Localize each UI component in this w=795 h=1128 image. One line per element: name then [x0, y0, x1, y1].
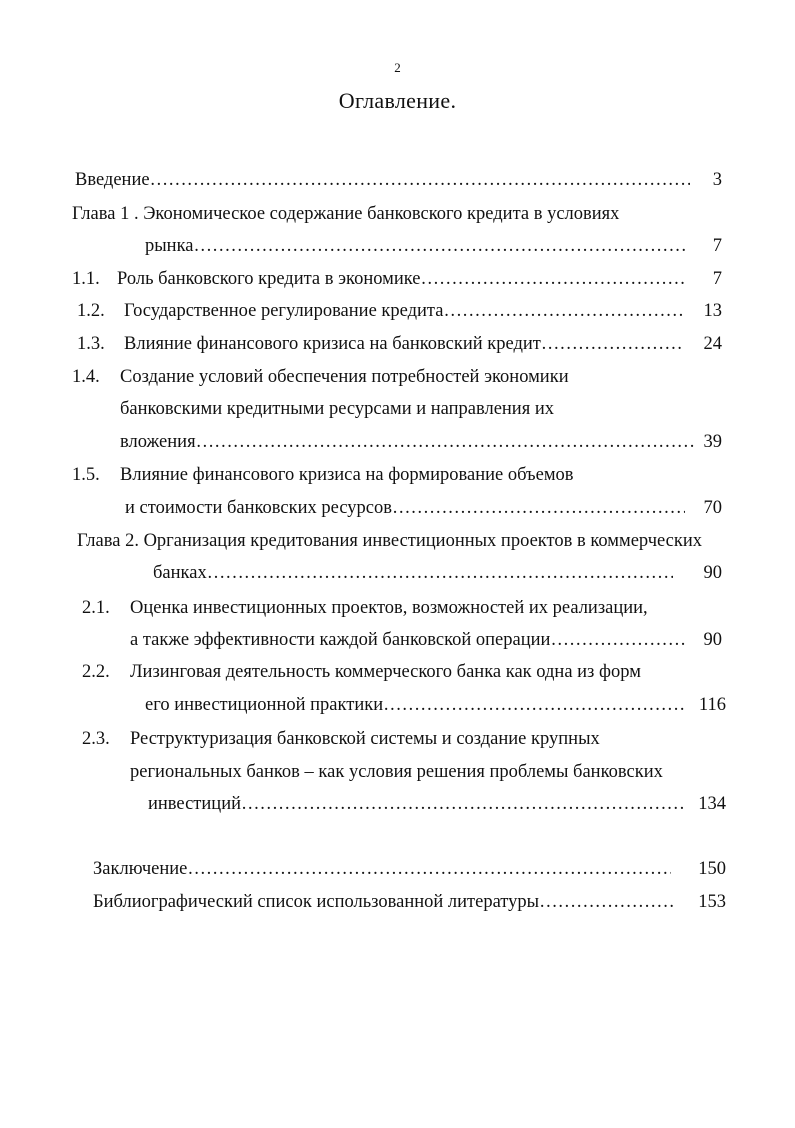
toc-leader	[125, 497, 685, 519]
toc-page-number: 134	[698, 794, 726, 814]
toc-chapter-2-heading: Глава 2. Организация кредитования инвестиционных проектов в коммерческих	[77, 531, 703, 551]
toc-entry-text: рынка	[145, 236, 194, 256]
toc-section-number: 2.3.	[82, 729, 110, 749]
toc-page-number: 39	[703, 432, 722, 452]
toc-entry-2-3[interactable]	[148, 793, 726, 815]
toc-entry-text: вложения	[120, 432, 196, 452]
toc-page-number: 90	[703, 563, 722, 583]
toc-page-number: 13	[703, 301, 722, 321]
toc-entry-text: а также эффективности каждой банковской операции	[130, 630, 551, 650]
toc-section-number: 1.2.	[77, 301, 105, 321]
page-title: Оглавление.	[338, 88, 457, 113]
toc-entry-text: банках	[153, 563, 207, 583]
toc-entry-text: инвестиций	[148, 794, 241, 814]
page-number: 2	[394, 60, 401, 75]
toc-entry-bibliography[interactable]	[93, 891, 726, 913]
toc-entry-chapter-1[interactable]	[145, 235, 722, 257]
toc-entry-conclusion[interactable]	[93, 858, 726, 880]
toc-entry-2-3-line1: Реструктуризация банковской системы и создание крупных	[130, 729, 600, 749]
toc-leader	[145, 694, 685, 716]
toc-entry-text: Заключение	[93, 859, 188, 879]
toc-leader	[93, 858, 671, 880]
toc-entry-text: Государственное регулирование кредита	[124, 301, 444, 321]
toc-leader	[124, 300, 684, 322]
toc-page-number: 116	[698, 695, 726, 715]
toc-entry-1-3[interactable]	[77, 333, 722, 355]
toc-entry-text: Роль банковского кредита в экономике	[117, 269, 421, 289]
toc-entry-1-2[interactable]	[77, 300, 722, 322]
toc-page-number: 24	[703, 334, 722, 354]
toc-entry-2-1-line1: Оценка инвестиционных проектов, возможностей их реализации,	[130, 598, 648, 618]
toc-section-number: 2.1.	[82, 598, 110, 618]
toc-entry-1-4[interactable]	[120, 431, 722, 453]
toc-page-number: 90	[703, 630, 722, 650]
toc-section-number: 1.1.	[72, 269, 100, 289]
toc-chapter-1-heading: Глава 1 . Экономическое содержание банковского кредита в условиях	[72, 204, 620, 224]
toc-section-number: 2.2.	[82, 662, 110, 682]
toc-entry-1-1[interactable]	[72, 268, 722, 290]
toc-section-number: 1.3.	[77, 334, 105, 354]
toc-leader	[93, 891, 675, 913]
toc-leader	[117, 268, 687, 290]
toc-entry-2-3-line2: региональных банков – как условия решения проблемы банковских	[130, 762, 663, 782]
toc-entry-1-4-line1: Создание условий обеспечения потребностей экономики	[120, 367, 569, 387]
toc-page-number: 7	[712, 236, 722, 256]
toc-leader	[75, 169, 690, 191]
toc-entry-1-5[interactable]	[125, 497, 722, 519]
toc-page-number: 150	[698, 859, 726, 879]
toc-entry-text: Введение	[75, 170, 150, 190]
toc-entry-1-5-line1: Влияние финансового кризиса на формирование объемов	[120, 465, 574, 485]
toc-entry-chapter-2[interactable]	[153, 562, 722, 584]
toc-leader	[124, 333, 684, 355]
toc-section-number: 1.5.	[72, 465, 100, 485]
toc-page-number: 70	[703, 498, 722, 518]
toc-entry-2-2[interactable]	[145, 694, 726, 716]
toc-entry-2-2-line1: Лизинговая деятельность коммерческого банка как одна из форм	[130, 662, 641, 682]
toc-leader	[145, 235, 685, 257]
toc-entry-text: и стоимости банковских ресурсов	[125, 498, 392, 518]
toc-leader	[148, 793, 683, 815]
toc-page-number: 3	[712, 170, 722, 190]
toc-leader	[120, 431, 695, 453]
toc-entry-text: Влияние финансового кризиса на банковский кредит	[124, 334, 541, 354]
toc-section-number: 1.4.	[72, 367, 100, 387]
toc-entry-1-4-line2: банковскими кредитными ресурсами и направления их	[120, 399, 554, 419]
toc-leader	[153, 562, 673, 584]
toc-entry-text: Библиографический список использованной литературы	[93, 892, 540, 912]
toc-entry-intro[interactable]	[75, 169, 722, 191]
toc-entry-2-1[interactable]	[130, 629, 722, 651]
toc-page-number: 7	[712, 269, 722, 289]
toc-entry-text: его инвестиционной практики	[145, 695, 384, 715]
toc-leader	[130, 629, 685, 651]
toc-page-number: 153	[698, 892, 726, 912]
